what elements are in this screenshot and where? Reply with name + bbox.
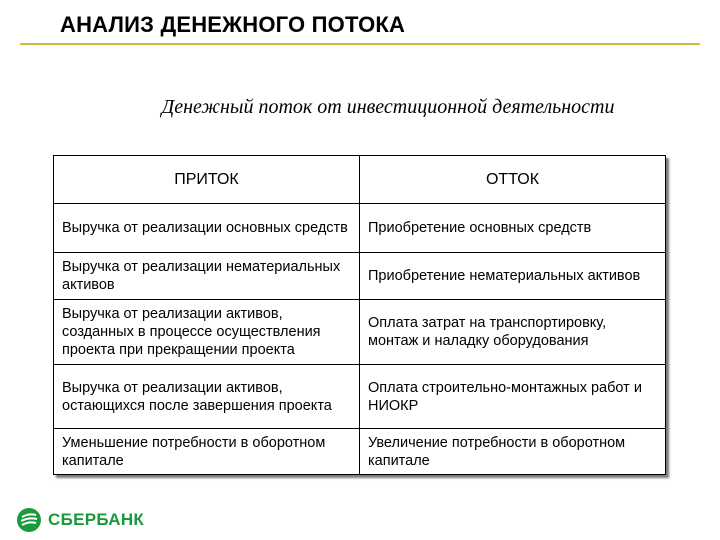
inflow-cell: Выручка от реализации нематериальных активов [62,259,341,293]
sberbank-logo [16,506,144,534]
table-row [54,365,665,428]
outflow-cell: Оплата затрат на транспортировку, монтаж и наладку оборудования [368,315,607,349]
inflow-cell: Выручка от реализации активов, созданных в процессе осуществления проекта при прекращении проекта [62,306,321,358]
header-inflow: ПРИТОК [174,170,239,188]
header-outflow: ОТТОК [485,170,540,188]
inflow-cell: Выручка от реализации основных средств [62,220,348,236]
table-row [54,300,665,364]
slide-title: АНАЛИЗ ДЕНЕЖНОГО ПОТОКА [60,12,406,37]
outflow-cell: Приобретение нематериальных активов [368,268,641,284]
title-rule [20,43,700,45]
subtitle [0,96,720,119]
table-row [54,429,665,474]
outflow-cell: Оплата строительно-монтажных работ и НИОКР [368,379,642,414]
table-header-row [54,156,665,203]
subtitle-text: Денежный поток от инвестиционной деятельности [161,96,615,118]
table-row [54,204,665,252]
sberbank-logo-icon [16,507,42,533]
inflow-cell: Уменьшение потребности в оборотном капитале [62,434,326,469]
outflow-cell: Увеличение потребности в оборотном капитале [368,434,626,469]
cash-flow-table [53,155,666,475]
inflow-cell: Выручка от реализации активов, остающихся после завершения проекта [62,379,332,414]
logo-text: СБЕРБАНК [48,510,145,529]
table-row [54,253,665,299]
outflow-cell: Приобретение основных средств [368,220,592,236]
